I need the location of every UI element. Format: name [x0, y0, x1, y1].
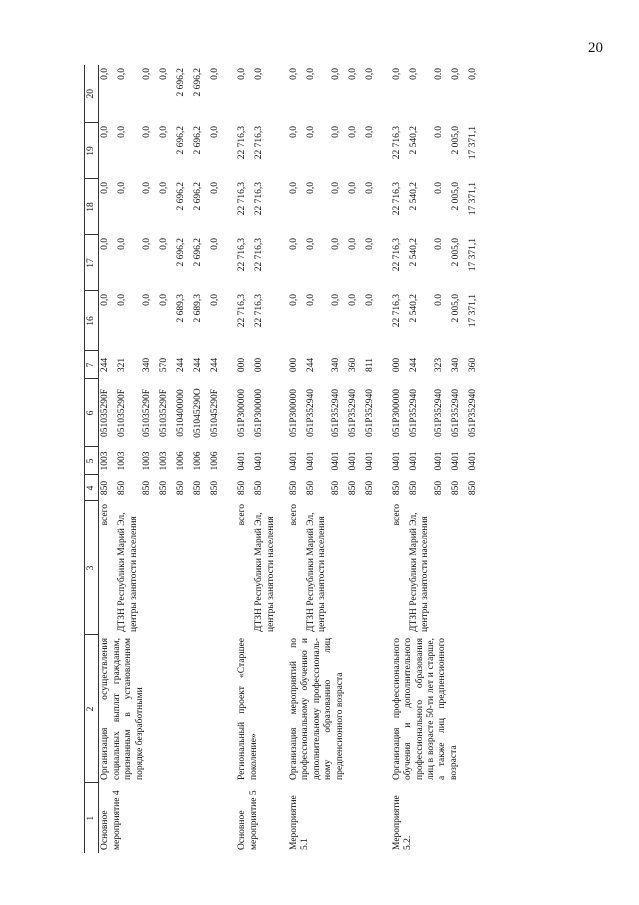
value-cell-18: 0,0: [347, 182, 358, 194]
value-cell-6: 051P352940: [433, 388, 444, 438]
value-cell-4: 850: [364, 480, 375, 496]
value-cell-6: 051P352940: [347, 388, 358, 438]
value-cell-4: 850: [450, 480, 461, 496]
value-cell-7: 340: [450, 357, 461, 373]
executor-cell: всего: [391, 504, 402, 526]
value-cell-4: 850: [467, 480, 478, 496]
value-cell-6: 051035290F: [159, 388, 170, 438]
table-row: [288, 65, 305, 853]
value-cell-20: 2 696,2: [193, 68, 204, 97]
value-cell-19: 22 716,3: [391, 126, 402, 160]
table-row: [236, 65, 253, 853]
value-cell-20: 0,0: [100, 68, 111, 80]
value-cell-5: 1003: [100, 451, 111, 471]
header-cell: 18: [85, 179, 99, 235]
executor-cell: ДТЗН Республики Марий Эл, центры занятости населения: [305, 512, 328, 632]
value-cell-19: 17 371,1: [467, 126, 478, 160]
spacer-cell: [278, 65, 288, 853]
value-cell-7: 244: [193, 357, 204, 373]
value-cell-16: 22 716,3: [254, 294, 265, 328]
value-cell-17: 17 371,1: [467, 238, 478, 272]
header-cell: 2: [85, 635, 99, 783]
value-cell-17: 2 696,2: [193, 238, 204, 267]
value-cell-4: 850: [142, 480, 153, 496]
executor-cell: всего: [237, 504, 248, 526]
value-cell-18: 2 696,2: [193, 182, 204, 211]
budget-table-sheet: [84, 65, 558, 853]
value-cell-7: 244: [408, 357, 419, 373]
value-cell-6: 0510400000: [176, 389, 187, 437]
executor-cell: [192, 501, 209, 635]
value-cell-18: 17 371,1: [467, 182, 478, 216]
value-cell-17: 0,0: [347, 238, 358, 250]
value-cell-16: 0,0: [100, 294, 111, 306]
value-cell-7: 811: [364, 358, 375, 372]
value-cell-6: 051P352940: [305, 388, 316, 438]
value-cell-20: 0,0: [450, 68, 461, 80]
value-cell-4: 850: [176, 480, 187, 496]
value-cell-20: 0,0: [159, 68, 170, 80]
executor-cell: [209, 501, 226, 635]
program-code-cell: Основное мероприятие 4: [100, 790, 122, 850]
value-cell-7: 244: [100, 357, 111, 373]
program-code-cell: Основное мероприятие 5: [237, 790, 259, 850]
value-cell-6: 051035290F: [100, 388, 111, 438]
value-cell-16: 0,0: [142, 294, 153, 306]
value-cell-6: 051P352940: [467, 388, 478, 438]
value-cell-19: 22 716,3: [254, 126, 265, 160]
value-cell-7: 360: [467, 357, 478, 373]
budget-table: [84, 65, 484, 853]
value-cell-6: 051035290F: [117, 388, 128, 438]
value-cell-17: 0.0: [433, 238, 444, 250]
program-code-cell: Мероприятие 5.2.: [391, 795, 414, 850]
value-cell-20: 0,0: [254, 68, 265, 80]
header-cell: 1: [85, 783, 99, 853]
program-title-cell: Организация мероприятий по профессиональному обучению и дополнительному профессиональ-ному образованию лиц предпенсионного возраста: [288, 638, 345, 780]
value-cell-20: 0,0: [237, 68, 248, 80]
value-cell-18: 0,0: [288, 182, 299, 194]
value-cell-16: 0,0: [305, 294, 316, 306]
value-cell-4: 850: [210, 480, 221, 496]
executor-cell: [330, 501, 347, 635]
group-spacer: [226, 65, 236, 853]
value-cell-16: 2 540,2: [408, 294, 419, 323]
header-cell: 17: [85, 235, 99, 291]
value-cell-18: 0,0: [364, 182, 375, 194]
value-cell-4: 850: [330, 480, 341, 496]
value-cell-16: 0,0: [330, 294, 341, 306]
value-cell-6: 051P352940: [364, 388, 375, 438]
value-cell-18: 0,0: [210, 182, 221, 194]
value-cell-5: 0401: [347, 451, 358, 471]
value-cell-4: 850: [237, 480, 248, 496]
program-title-cell: Организация осуществления социальных выплат гражданам, признанным в установленном порядке безработными: [100, 638, 145, 780]
value-cell-7: 244: [176, 357, 187, 373]
value-cell-6: 051045290F: [210, 388, 221, 438]
value-cell-7: 570: [159, 357, 170, 373]
executor-cell: ДТЗН Республики Марий Эл, центры занятости населения: [254, 512, 276, 632]
header-cell: 20: [85, 65, 99, 123]
value-cell-20: 0.0: [433, 68, 444, 80]
value-cell-16: 0,0: [210, 294, 221, 306]
value-cell-19: 2 696,2: [176, 126, 187, 155]
value-cell-20: 0,0: [347, 68, 358, 80]
value-cell-16: 0,0: [364, 294, 375, 306]
value-cell-5: 1003: [142, 451, 153, 471]
value-cell-5: 0401: [408, 451, 419, 471]
value-cell-19: 0,0: [117, 126, 128, 138]
value-cell-19: 2 540,2: [408, 126, 419, 155]
value-cell-20: 0,0: [330, 68, 341, 80]
value-cell-6: 051035290F: [142, 388, 153, 438]
spacer-cell: [381, 65, 391, 853]
value-cell-4: 850: [193, 480, 204, 496]
table-row: [99, 65, 117, 853]
value-cell-7: 000: [237, 357, 248, 373]
value-cell-19: 0,0: [330, 126, 341, 138]
value-cell-19: 0,0: [159, 126, 170, 138]
value-cell-5: 0401: [288, 451, 299, 471]
value-cell-17: 22 716,3: [254, 238, 265, 272]
value-cell-18: 0.0: [433, 182, 444, 194]
header-cell: 6: [85, 379, 99, 447]
value-cell-18: 0,0: [142, 182, 153, 194]
header-cell: 19: [85, 123, 99, 179]
header-cell: 4: [85, 475, 99, 501]
value-cell-19: 22 716,3: [237, 126, 248, 160]
value-cell-17: 0,0: [288, 238, 299, 250]
value-cell-17: 22 716,3: [391, 238, 402, 272]
group-spacer: [278, 65, 288, 853]
executor-cell: [158, 501, 175, 635]
value-cell-18: 2 005,0: [450, 182, 461, 211]
value-cell-18: 2 696,2: [176, 182, 187, 211]
executor-cell: всего: [288, 504, 299, 526]
value-cell-5: 1003: [159, 451, 170, 471]
value-cell-4: 850: [347, 480, 358, 496]
value-cell-7: 340: [142, 357, 153, 373]
value-cell-20: 0,0: [210, 68, 221, 80]
value-cell-19: 2 005,0: [450, 126, 461, 155]
group-spacer: [381, 65, 391, 853]
value-cell-4: 850: [408, 480, 419, 496]
value-cell-18: 0,0: [305, 182, 316, 194]
executor-cell: [450, 501, 467, 635]
value-cell-6: 051P300000: [254, 388, 265, 438]
value-cell-20: 2 696,2: [176, 68, 187, 97]
value-cell-17: 22 716,3: [237, 238, 248, 272]
executor-cell: [364, 501, 381, 635]
value-cell-7: 360: [347, 357, 358, 373]
value-cell-6: 051P352940: [450, 388, 461, 438]
value-cell-20: 0,0: [288, 68, 299, 80]
value-cell-5: 1006: [176, 451, 187, 471]
value-cell-5: 0401: [305, 451, 316, 471]
value-cell-18: 0,0: [117, 182, 128, 194]
value-cell-7: 321: [117, 357, 128, 373]
value-cell-20: 0,0: [117, 68, 128, 80]
value-cell-18: 22 716,3: [254, 182, 265, 216]
value-cell-4: 850: [254, 480, 265, 496]
executor-cell: ДТЗН Республики Марий Эл, центры занятости населения: [408, 512, 431, 632]
value-cell-20: 0,0: [467, 68, 478, 80]
spacer-cell: [226, 65, 236, 853]
value-cell-4: 850: [117, 480, 128, 496]
value-cell-16: 2 005,0: [450, 294, 461, 323]
value-cell-16: 0,0: [288, 294, 299, 306]
value-cell-19: 0,0: [210, 126, 221, 138]
value-cell-19: 0,0: [305, 126, 316, 138]
value-cell-6: 051P300000: [237, 388, 248, 438]
value-cell-19: 0,0: [288, 126, 299, 138]
value-cell-7: 000: [254, 357, 265, 373]
value-cell-5: 0401: [330, 451, 341, 471]
value-cell-4: 850: [100, 480, 111, 496]
value-cell-6: 051P352940: [330, 388, 341, 438]
value-cell-4: 850: [433, 480, 444, 496]
value-cell-20: 0,0: [408, 68, 419, 80]
value-cell-7: 000: [391, 357, 402, 373]
value-cell-20: 0,0: [142, 68, 153, 80]
value-cell-5: 0401: [450, 451, 461, 471]
header-row: [85, 65, 99, 853]
executor-cell: всего: [100, 504, 111, 526]
header-cell: 7: [85, 351, 99, 379]
value-cell-17: 0,0: [142, 238, 153, 250]
value-cell-5: 0401: [364, 451, 375, 471]
value-cell-6: 051P300000: [288, 388, 299, 438]
value-cell-19: 0,0: [364, 126, 375, 138]
value-cell-19: 0,0: [347, 126, 358, 138]
executor-cell: [175, 501, 192, 635]
value-cell-16: 2 689,3: [193, 294, 204, 323]
value-cell-17: 0,0: [117, 238, 128, 250]
value-cell-18: 0,0: [330, 182, 341, 194]
value-cell-7: 244: [305, 357, 316, 373]
header-cell: 5: [85, 447, 99, 475]
value-cell-16: 0,0: [347, 294, 358, 306]
value-cell-17: 0,0: [100, 238, 111, 250]
header-cell: 16: [85, 291, 99, 351]
value-cell-20: 0,0: [391, 68, 402, 80]
value-cell-20: 0,0: [305, 68, 316, 80]
table-body: [99, 65, 484, 853]
value-cell-6: 051P300000: [391, 388, 402, 438]
executor-cell: [433, 501, 450, 635]
value-cell-16: 17 371,1: [467, 294, 478, 328]
value-cell-7: 000: [288, 357, 299, 373]
value-cell-5: 1003: [117, 451, 128, 471]
program-code-cell: Мероприятие 5.1: [288, 795, 311, 850]
value-cell-16: 22 716,3: [237, 294, 248, 328]
value-cell-18: 22 716,3: [237, 182, 248, 216]
value-cell-19: 0.0: [433, 126, 444, 138]
value-cell-19: 2 696,2: [193, 126, 204, 155]
value-cell-4: 850: [288, 480, 299, 496]
value-cell-17: 0,0: [210, 238, 221, 250]
executor-cell: [141, 501, 158, 635]
value-cell-16: 0,0: [117, 294, 128, 306]
value-cell-5: 1006: [193, 451, 204, 471]
value-cell-7: 340: [330, 357, 341, 373]
value-cell-17: 0,0: [159, 238, 170, 250]
value-cell-18: 0,0: [100, 182, 111, 194]
value-cell-17: 2 005,0: [450, 238, 461, 267]
value-cell-17: 0,0: [330, 238, 341, 250]
executor-cell: ДТЗН Республики Марий Эл, центры занятости населения: [117, 512, 139, 632]
value-cell-18: 2 540,2: [408, 182, 419, 211]
header-cell: 3: [85, 501, 99, 635]
value-cell-6: 051045290O: [193, 388, 204, 438]
program-title-cell: Региональный проект «Старшее поколение»: [237, 638, 259, 780]
value-cell-19: 0,0: [142, 126, 153, 138]
value-cell-17: 2 696,2: [176, 238, 187, 267]
value-cell-5: 1006: [210, 451, 221, 471]
value-cell-7: 244: [210, 357, 221, 373]
value-cell-5: 0401: [467, 451, 478, 471]
executor-cell: [347, 501, 364, 635]
value-cell-17: 0,0: [364, 238, 375, 250]
value-cell-16: 0,0: [159, 294, 170, 306]
value-cell-5: 0401: [254, 451, 265, 471]
value-cell-17: 0,0: [305, 238, 316, 250]
value-cell-17: 2 540,2: [408, 238, 419, 267]
value-cell-4: 850: [305, 480, 316, 496]
value-cell-6: 051P352940: [408, 388, 419, 438]
value-cell-5: 0401: [433, 451, 444, 471]
value-cell-16: 22 716,3: [391, 294, 402, 328]
value-cell-20: 0,0: [364, 68, 375, 80]
value-cell-7: 323: [433, 357, 444, 373]
program-title-cell: Организация профессионального обучения и дополнительного профессионального образования лиц в возрасте 50-ти лет и старше, а также лиц предпенсионного возраста: [391, 638, 459, 780]
value-cell-16: 2 689,3: [176, 294, 187, 323]
page-number: 20: [588, 40, 603, 56]
value-cell-4: 850: [159, 480, 170, 496]
value-cell-4: 850: [391, 480, 402, 496]
value-cell-16: 0.0: [433, 294, 444, 306]
executor-cell: [467, 501, 484, 635]
value-cell-5: 0401: [391, 451, 402, 471]
value-cell-19: 0,0: [100, 126, 111, 138]
value-cell-18: 22 716,3: [391, 182, 402, 216]
table-row: [391, 65, 408, 853]
value-cell-5: 0401: [237, 451, 248, 471]
value-cell-18: 0,0: [159, 182, 170, 194]
